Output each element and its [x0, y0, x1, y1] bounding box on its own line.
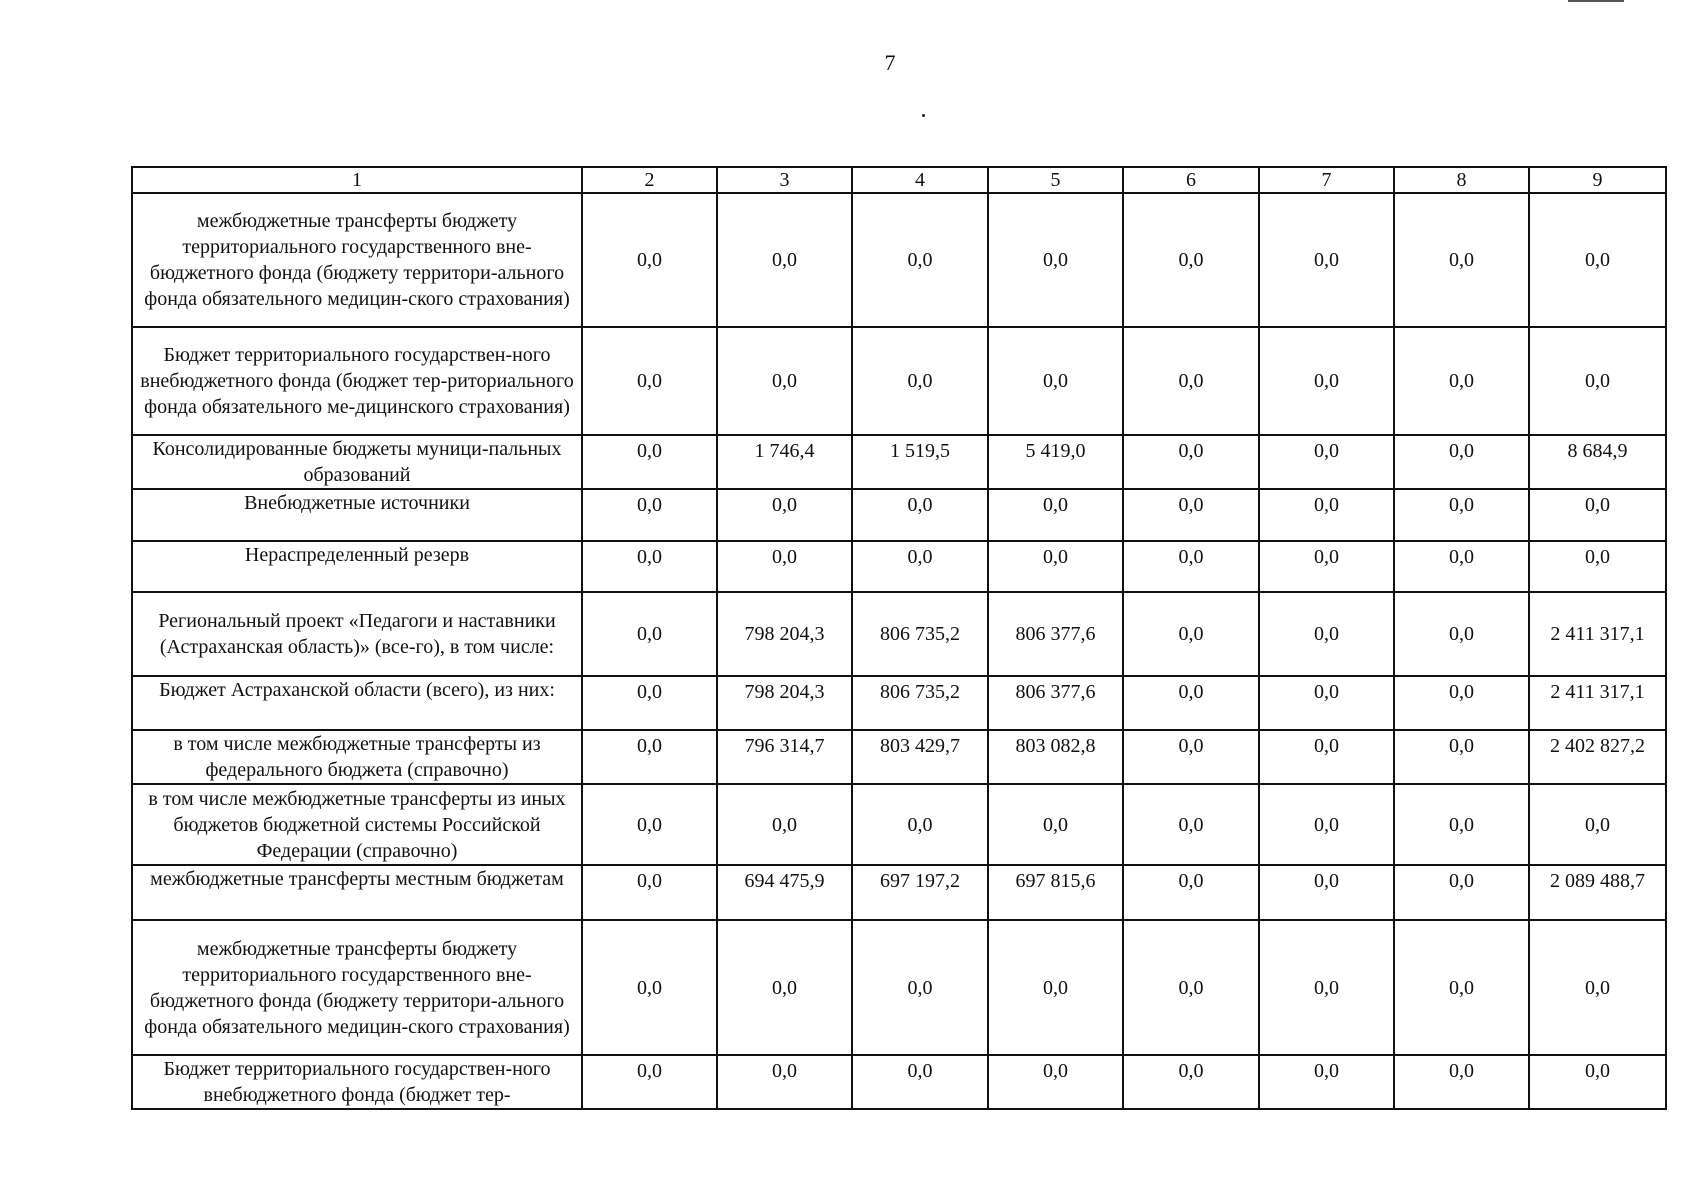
- row-value: 2 411 317,1: [1529, 676, 1666, 730]
- row-value: 1 746,4: [717, 435, 852, 489]
- row-value: 0,0: [582, 920, 717, 1055]
- row-value: 0,0: [988, 920, 1123, 1055]
- row-label: Нераспределенный резерв: [132, 541, 582, 592]
- row-value: 803 082,8: [988, 730, 1123, 784]
- table-row: [132, 920, 1666, 1055]
- table-row: [132, 435, 1666, 489]
- row-value: 697 197,2: [852, 865, 988, 920]
- row-value: 0,0: [852, 541, 988, 592]
- row-value: 0,0: [1259, 1055, 1394, 1109]
- row-value: 0,0: [1394, 920, 1529, 1055]
- row-value: 0,0: [717, 1055, 852, 1109]
- row-value: 2 402 827,2: [1529, 730, 1666, 784]
- row-value: 0,0: [1123, 865, 1259, 920]
- row-value: 0,0: [988, 489, 1123, 541]
- column-header: 3: [717, 167, 852, 193]
- page-number: 7: [884, 50, 896, 75]
- row-value: 0,0: [582, 730, 717, 784]
- row-value: 0,0: [582, 193, 717, 327]
- row-value: 0,0: [1123, 784, 1259, 865]
- row-value: 0,0: [1394, 1055, 1529, 1109]
- row-value: 0,0: [1529, 784, 1666, 865]
- column-header: 4: [852, 167, 988, 193]
- row-value: 0,0: [1259, 920, 1394, 1055]
- row-value: 0,0: [1259, 592, 1394, 676]
- row-value: 0,0: [1123, 676, 1259, 730]
- row-label: Консолидированные бюджеты муници-пальных образований: [132, 435, 582, 489]
- row-value: 0,0: [1529, 1055, 1666, 1109]
- row-value: 5 419,0: [988, 435, 1123, 489]
- row-value: 0,0: [1259, 541, 1394, 592]
- row-value: 0,0: [1529, 327, 1666, 435]
- row-value: 798 204,3: [717, 592, 852, 676]
- row-value: 0,0: [988, 193, 1123, 327]
- row-label: Внебюджетные источники: [132, 489, 582, 541]
- row-value: 0,0: [852, 920, 988, 1055]
- row-label: в том числе межбюджетные трансферты из иных бюджетов бюджетной системы Российской Федерации (справочно): [132, 784, 582, 865]
- row-value: 0,0: [988, 327, 1123, 435]
- row-value: 0,0: [717, 193, 852, 327]
- row-value: 0,0: [852, 784, 988, 865]
- row-value: 1 519,5: [852, 435, 988, 489]
- row-value: 0,0: [1259, 435, 1394, 489]
- table-row: [132, 1055, 1666, 1109]
- row-value: 0,0: [852, 193, 988, 327]
- row-label: Региональный проект «Педагоги и наставники (Астраханская область)» (все-го), в том числе:: [132, 592, 582, 676]
- row-label: в том числе межбюджетные трансферты из федерального бюджета (справочно): [132, 730, 582, 784]
- row-value: 0,0: [582, 592, 717, 676]
- row-value: 0,0: [1394, 676, 1529, 730]
- row-value: 806 377,6: [988, 676, 1123, 730]
- table-row: [132, 193, 1666, 327]
- row-value: 0,0: [582, 435, 717, 489]
- row-value: 0,0: [1394, 592, 1529, 676]
- row-value: 796 314,7: [717, 730, 852, 784]
- row-value: 0,0: [1259, 730, 1394, 784]
- row-value: 0,0: [1123, 730, 1259, 784]
- row-value: 0,0: [582, 327, 717, 435]
- row-label: Бюджет Астраханской области (всего), из них:: [132, 676, 582, 730]
- table-row: [132, 541, 1666, 592]
- scan-speck: [922, 114, 925, 117]
- row-label: Бюджет территориального государствен-ного внебюджетного фонда (бюджет тер-риториального фонда обязательного ме-дицинского страхования): [132, 327, 582, 435]
- row-label: межбюджетные трансферты местным бюджетам: [132, 865, 582, 920]
- table-row: [132, 592, 1666, 676]
- row-value: 0,0: [1394, 327, 1529, 435]
- row-value: 0,0: [1394, 730, 1529, 784]
- row-value: 806 735,2: [852, 592, 988, 676]
- row-value: 0,0: [1123, 489, 1259, 541]
- row-value: 0,0: [1394, 541, 1529, 592]
- row-value: 0,0: [717, 784, 852, 865]
- row-value: 0,0: [1123, 193, 1259, 327]
- table-row: [132, 784, 1666, 865]
- row-value: 0,0: [1529, 541, 1666, 592]
- row-value: 0,0: [1123, 592, 1259, 676]
- row-label: Бюджет территориального государствен-ного внебюджетного фонда (бюджет тер-: [132, 1055, 582, 1109]
- column-header: 5: [988, 167, 1123, 193]
- table-row: [132, 489, 1666, 541]
- row-label: межбюджетные трансферты бюджету территориального государственного вне-бюджетного фонда (бюджету территори-ального фонда обязательного медицин-ского страхования): [132, 920, 582, 1055]
- row-value: 8 684,9: [1529, 435, 1666, 489]
- row-value: 0,0: [1259, 676, 1394, 730]
- row-value: 0,0: [582, 784, 717, 865]
- column-header: 6: [1123, 167, 1259, 193]
- table-row: [132, 327, 1666, 435]
- row-value: 0,0: [1259, 193, 1394, 327]
- row-value: 0,0: [1529, 920, 1666, 1055]
- row-value: 0,0: [717, 541, 852, 592]
- row-value: 0,0: [1394, 193, 1529, 327]
- column-header: 2: [582, 167, 717, 193]
- row-value: 0,0: [852, 489, 988, 541]
- row-value: 0,0: [988, 784, 1123, 865]
- column-header: 9: [1529, 167, 1666, 193]
- scan-corner-mark: [1568, 0, 1624, 2]
- row-value: 0,0: [1259, 865, 1394, 920]
- row-value: 0,0: [582, 676, 717, 730]
- budget-table: [131, 166, 1667, 1110]
- column-number-row: [132, 167, 1666, 193]
- column-header: 7: [1259, 167, 1394, 193]
- row-value: 0,0: [988, 541, 1123, 592]
- row-value: 798 204,3: [717, 676, 852, 730]
- row-value: 806 735,2: [852, 676, 988, 730]
- row-value: 0,0: [1123, 541, 1259, 592]
- row-value: 0,0: [1529, 193, 1666, 327]
- row-value: 0,0: [1394, 435, 1529, 489]
- row-value: 0,0: [852, 327, 988, 435]
- row-value: 0,0: [1259, 489, 1394, 541]
- table-row: [132, 865, 1666, 920]
- row-value: 0,0: [852, 1055, 988, 1109]
- row-value: 0,0: [1123, 1055, 1259, 1109]
- row-value: 0,0: [717, 489, 852, 541]
- row-value: 806 377,6: [988, 592, 1123, 676]
- row-value: 697 815,6: [988, 865, 1123, 920]
- row-value: 0,0: [1259, 784, 1394, 865]
- row-value: 0,0: [582, 1055, 717, 1109]
- row-label: межбюджетные трансферты бюджету территориального государственного вне-бюджетного фонда (бюджету территори-ального фонда обязательного медицин-ского страхования): [132, 193, 582, 327]
- row-value: 0,0: [1394, 784, 1529, 865]
- table-row: [132, 730, 1666, 784]
- row-value: 0,0: [582, 489, 717, 541]
- row-value: 2 089 488,7: [1529, 865, 1666, 920]
- row-value: 694 475,9: [717, 865, 852, 920]
- row-value: 0,0: [1259, 327, 1394, 435]
- column-header: 8: [1394, 167, 1529, 193]
- row-value: 2 411 317,1: [1529, 592, 1666, 676]
- row-value: 0,0: [717, 327, 852, 435]
- row-value: 0,0: [1123, 327, 1259, 435]
- table-row: [132, 676, 1666, 730]
- row-value: 0,0: [717, 920, 852, 1055]
- row-value: 0,0: [988, 1055, 1123, 1109]
- row-value: 0,0: [582, 865, 717, 920]
- column-header: 1: [132, 167, 582, 193]
- row-value: 0,0: [1529, 489, 1666, 541]
- row-value: 803 429,7: [852, 730, 988, 784]
- row-value: 0,0: [1394, 865, 1529, 920]
- row-value: 0,0: [1123, 435, 1259, 489]
- row-value: 0,0: [1394, 489, 1529, 541]
- row-value: 0,0: [582, 541, 717, 592]
- row-value: 0,0: [1123, 920, 1259, 1055]
